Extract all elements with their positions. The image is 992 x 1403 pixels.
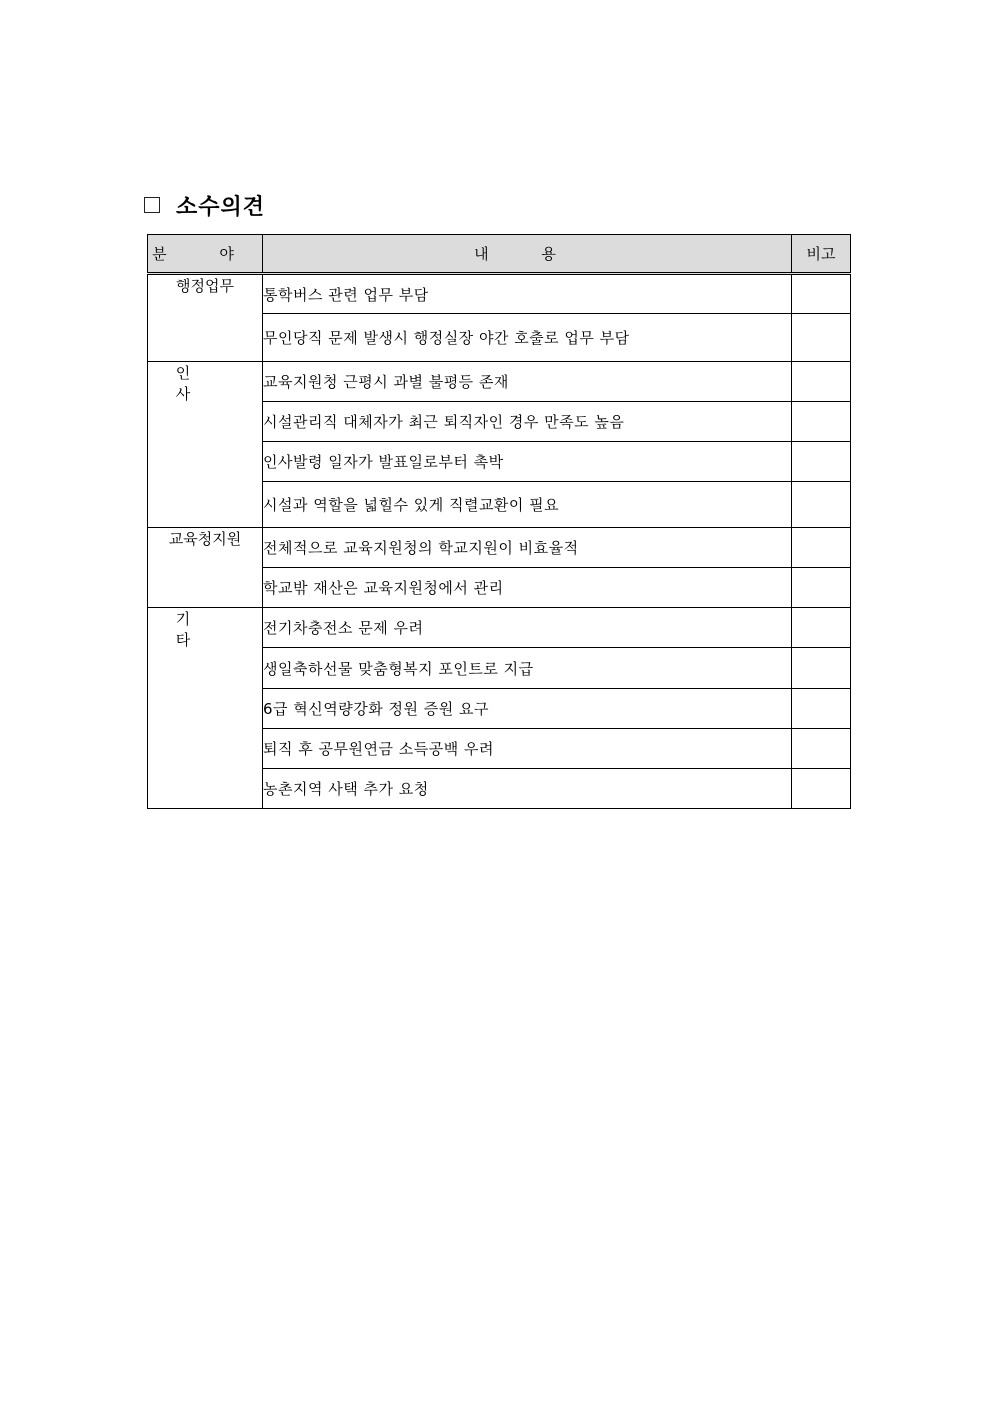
content-cell: 무인당직 문제 발생시 행정실장 야간 호출로 업무 부담: [263, 314, 792, 362]
table-row: [148, 274, 851, 314]
content-cell: 교육지원청 근평시 과별 불평등 존재: [263, 362, 792, 402]
note-cell: [792, 528, 851, 568]
note-cell: [792, 648, 851, 689]
section-title: [144, 190, 265, 220]
note-cell: [792, 689, 851, 729]
content-cell: 생일축하선물 맞춤형복지 포인트로 지급: [263, 648, 792, 689]
table-header-row: [148, 235, 851, 274]
note-cell: [792, 314, 851, 362]
category-cell: 행정업무: [148, 274, 263, 362]
note-cell: [792, 568, 851, 608]
content-cell: 전기차충전소 문제 우려: [263, 608, 792, 648]
note-cell: [792, 482, 851, 528]
header-category: 분 야: [148, 235, 263, 274]
opinions-table: [147, 234, 851, 809]
note-cell: [792, 769, 851, 809]
content-cell: 전체적으로 교육지원청의 학교지원이 비효율적: [263, 528, 792, 568]
content-cell: 시설과 역할을 넓힐수 있게 직렬교환이 필요: [263, 482, 792, 528]
category-cell: 교육청지원: [148, 528, 263, 608]
content-cell: 시설관리직 대체자가 최근 퇴직자인 경우 만족도 높음: [263, 402, 792, 442]
category-cell: 인 사: [148, 362, 263, 528]
note-cell: [792, 729, 851, 769]
note-cell: [792, 274, 851, 314]
table-row: [148, 528, 851, 568]
note-cell: [792, 362, 851, 402]
table-row: [148, 362, 851, 402]
checkbox-square-icon: [144, 197, 160, 213]
note-cell: [792, 402, 851, 442]
content-cell: 6급 혁신역량강화 정원 증원 요구: [263, 689, 792, 729]
content-cell: 학교밖 재산은 교육지원청에서 관리: [263, 568, 792, 608]
header-note: 비고: [792, 235, 851, 274]
content-cell: 통학버스 관련 업무 부담: [263, 274, 792, 314]
note-cell: [792, 442, 851, 482]
header-content: 내 용: [263, 235, 792, 274]
content-cell: 퇴직 후 공무원연금 소득공백 우려: [263, 729, 792, 769]
content-cell: 인사발령 일자가 발표일로부터 촉박: [263, 442, 792, 482]
note-cell: [792, 608, 851, 648]
table-row: [148, 608, 851, 648]
category-cell: 기 타: [148, 608, 263, 809]
content-cell: 농촌지역 사택 추가 요청: [263, 769, 792, 809]
section-title-text: 소수의견: [176, 194, 266, 220]
